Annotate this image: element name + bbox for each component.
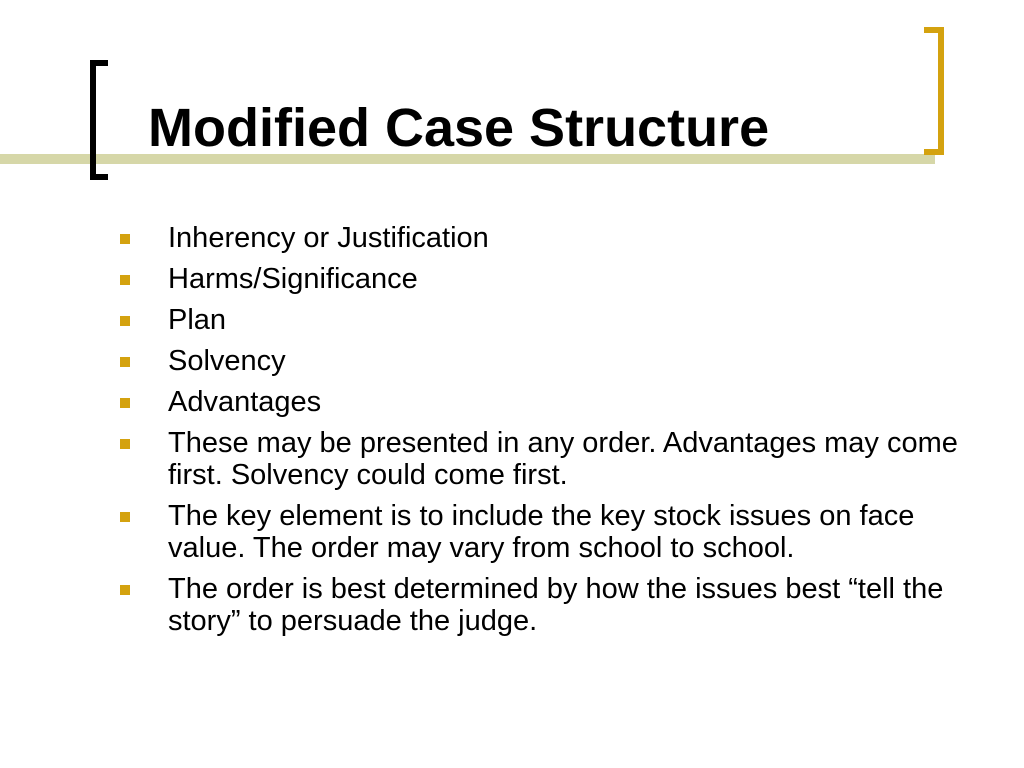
bullet-item bbox=[118, 263, 958, 295]
square-bullet-icon bbox=[120, 398, 130, 408]
bullet-item bbox=[118, 500, 958, 564]
bullet-text: These may be presented in any order. Advantages may come first. Solvency could come first. bbox=[168, 427, 958, 491]
bullet-text: The key element is to include the key stock issues on face value. The order may vary from school to school. bbox=[168, 500, 915, 564]
bullet-text: The order is best determined by how the issues best “tell the story” to persuade the judge. bbox=[168, 573, 944, 637]
bullet-text: Harms/Significance bbox=[168, 263, 418, 295]
bullet-item bbox=[118, 386, 958, 418]
square-bullet-icon bbox=[120, 439, 130, 449]
left-bracket-decoration bbox=[90, 60, 108, 180]
right-bracket-decoration bbox=[924, 27, 944, 155]
bullet-item bbox=[118, 573, 958, 637]
bullet-text: Solvency bbox=[168, 345, 286, 377]
bullet-text: Plan bbox=[168, 304, 227, 336]
slide-title: Modified Case Structure bbox=[148, 98, 770, 158]
bullet-item bbox=[118, 427, 958, 491]
square-bullet-icon bbox=[120, 357, 130, 367]
bullet-item bbox=[118, 222, 958, 254]
square-bullet-icon bbox=[120, 585, 130, 595]
square-bullet-icon bbox=[120, 512, 130, 522]
bullet-list bbox=[118, 222, 958, 646]
square-bullet-icon bbox=[120, 275, 130, 285]
bullet-item bbox=[118, 304, 958, 336]
bullet-item bbox=[118, 345, 958, 377]
bullet-text: Advantages bbox=[168, 386, 322, 418]
square-bullet-icon bbox=[120, 234, 130, 244]
bullet-text: Inherency or Justification bbox=[168, 222, 489, 254]
square-bullet-icon bbox=[120, 316, 130, 326]
